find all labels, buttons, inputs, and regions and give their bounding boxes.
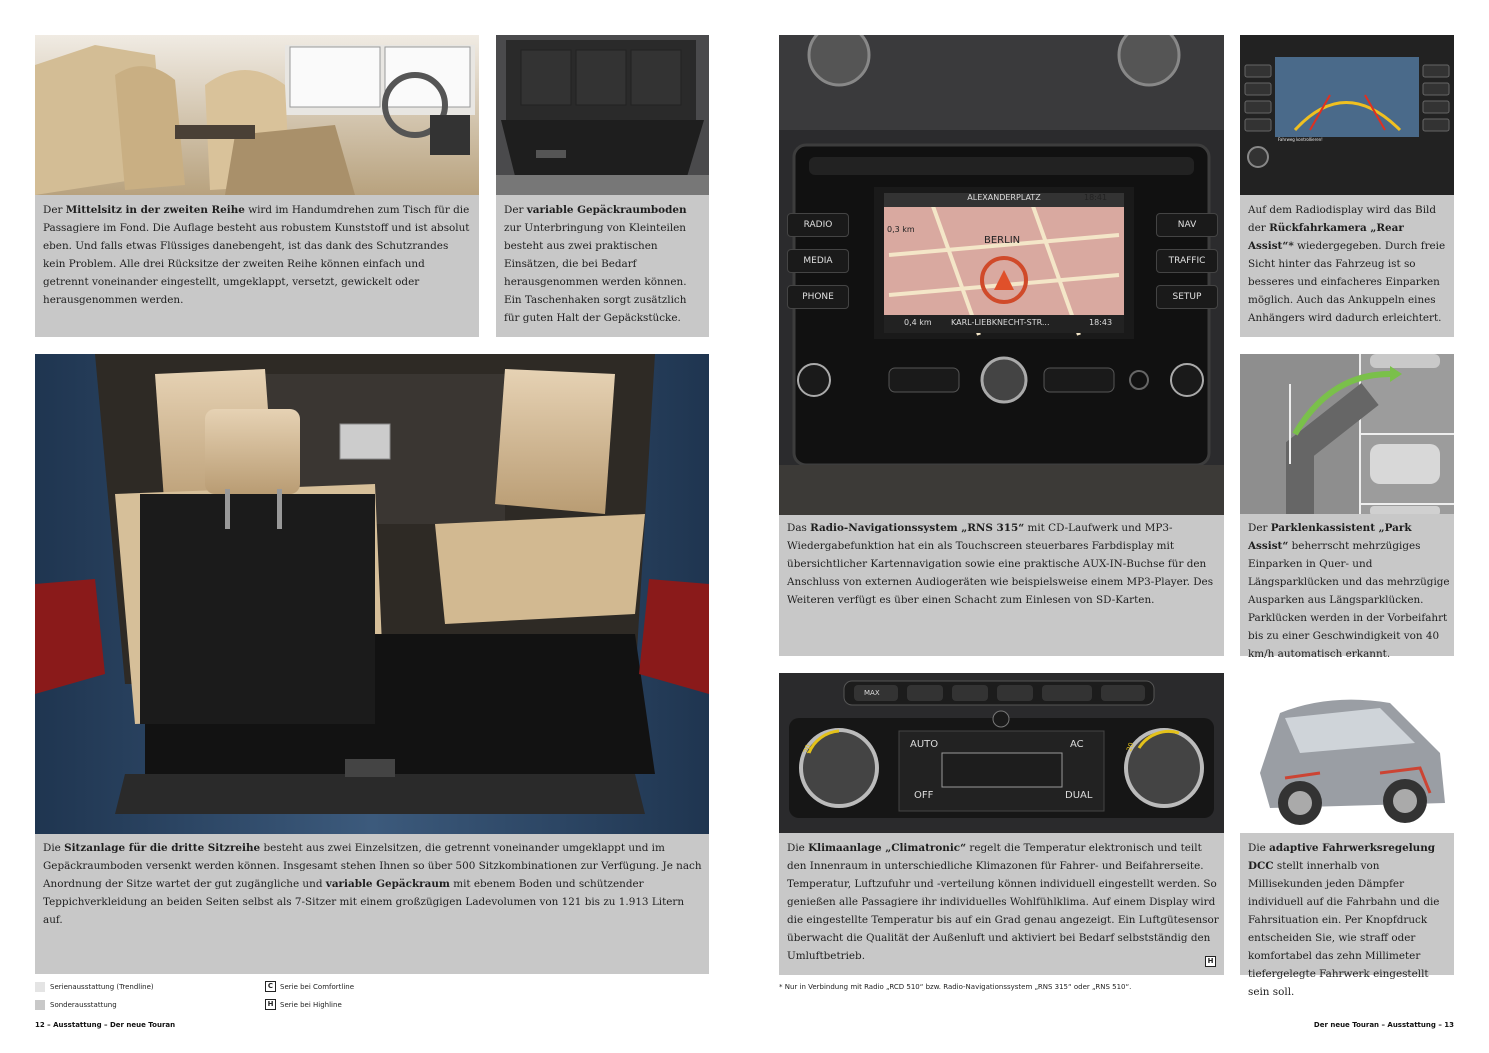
legend-highline-label: Serie bei Highline: [280, 1001, 342, 1009]
radio-unit-image: [779, 35, 1224, 515]
nav-distance-turn: 0,3 km: [887, 225, 915, 234]
media-button[interactable]: MEDIA: [787, 249, 849, 273]
radio-button[interactable]: RADIO: [787, 213, 849, 237]
caption-dcc: Die adaptive Fahrwerksregelung DCC stellt innerhalb von Millisekunden jeden Dämpfer individuell auf die Fahrbahn und die Fahrsituation ein. Per Knopfdruck entscheiden Sie, wie straff oder komfortabel das zehn Millimeter tiefergelegte Fahrwerk eingestellt sein soll.: [1248, 842, 1440, 998]
photo-third-row: [35, 354, 709, 834]
setup-button[interactable]: SETUP: [1156, 285, 1218, 309]
nav-street-top: ALEXANDERPLATZ: [967, 193, 1041, 202]
phone-button[interactable]: PHONE: [787, 285, 849, 309]
page-number-left: 12 – Ausstattung – Der neue Touran: [35, 1021, 176, 1029]
legend-c-mark: C: [265, 981, 276, 992]
legend-special-label: Sonderausstattung: [50, 1001, 117, 1009]
dcc-car-image: [1240, 673, 1454, 833]
nav-time-bottom: 18:43: [1089, 318, 1113, 327]
photo-climatronic: [779, 673, 1224, 833]
photo-park-assist: [1240, 354, 1454, 514]
climate-temp-left: 20: [802, 743, 813, 755]
caption-cargo-floor: Der variable Gepäckraumboden zur Unterbringung von Kleinteilen besteht aus zwei praktischen Einsätzen, die bei Bedarf herausgenommen werden können. Ein Taschenhaken sorgt zusätzlich für guten Halt der Gepäckstücke.: [504, 204, 687, 324]
climate-off-button[interactable]: OFF: [914, 790, 934, 801]
legend-h-mark: H: [265, 999, 276, 1010]
climate-dual-button[interactable]: DUAL: [1065, 790, 1093, 801]
climate-max-label[interactable]: MAX: [864, 689, 880, 697]
nav-street-bottom: KARL-LIEBKNECHT-STR...: [951, 318, 1050, 327]
climate-panel-image: [779, 673, 1224, 833]
climate-auto-button[interactable]: AUTO: [910, 739, 939, 750]
caption-rns315: Das Radio-Navigationssystem „RNS 315“ mit CD-Laufwerk und MP3-Wiedergabefunktion hat ein als Touchscreen steuerbares Farbdisplay mit übersichtlicher Kartennavigation sowie eine praktische AUX-IN-Buchse für den Anschluss von externen Audiogeräten wie beispielsweise einem MP3-Player. Des Weiteren verfügt es über einen Schacht zum Einlesen von SD-Karten.: [787, 522, 1214, 606]
rear-cam-warning: Fahrweg kontrollieren!: [1278, 137, 1323, 142]
photo-cargo-floor: [496, 35, 709, 195]
legend-comfortline-label: Serie bei Comfortline: [280, 983, 355, 991]
climate-ac-button[interactable]: AC: [1070, 739, 1084, 750]
traffic-button[interactable]: TRAFFIC: [1156, 249, 1218, 273]
climatronic-highline-mark: H: [1205, 956, 1216, 967]
caption-middle-seat: Der Mittelsitz in der zweiten Reihe wird im Handumdrehen zum Tisch für die Passagiere im Fond. Die Auflage besteht aus robustem Kunststoff und ist absolut eben. Und falls etwas Flüssiges danebengeht, ist das dank des Schutzrandes kein Problem. Alle drei Rücksitze der zweiten Reihe können einfach und getrennt voneinander eingestellt, umgeklappt, versetzt, gewickelt oder herausgenommen werden.: [43, 204, 470, 306]
photo-middle-seat: [35, 35, 479, 195]
park-assist-image: [1240, 354, 1454, 514]
legend-serial-swatch: [35, 982, 45, 992]
legend-special-swatch: [35, 1000, 45, 1010]
nav-city: BERLIN: [984, 235, 1021, 246]
caption-third-row: Die Sitzanlage für die dritte Sitzreihe besteht aus zwei Einzelsitzen, die getrennt voneinander umgeklappt und im Gepäckraumboden versenkt werden können. Insgesamt stehen Ihnen so über 500 Sitzkombinationen zur Verfügung. Je nach Anordnung der Sitze wartet der gut zugängliche und variable Gepäckraum mit ebenem Boden und schützender Teppichverkleidung an beiden Seiten selbst als 7-Sitzer mit einem großzügigen Ladevolumen von 121 bis zu 1.913 Litern auf.: [43, 842, 702, 926]
caption-rear-assist: Auf dem Radiodisplay wird das Bild der Rückfahrkamera „Rear Assist“* wiedergegeben. Durch freie Sicht hinter das Fahrzeug ist so besseres und einfacheres Einparken möglich. Auch das Ankuppeln eines Anhängers wird dadurch erleichtert.: [1248, 204, 1446, 324]
trunk-image: [35, 354, 709, 834]
page-number-right: Der neue Touran – Ausstattung – 13: [1313, 1021, 1454, 1029]
cargo-floor-image: [496, 35, 709, 195]
caption-climatronic: Die Klimaanlage „Climatronic“ regelt die Temperatur elektronisch und teilt den Innenraum in unterschiedliche Klimazonen für Fahrer- und Beifahrerseite. Temperatur, Luftzufuhr und -verteilung können individuell eingestellt werden. So genießen alle Passagiere ihr individuelles Wohlfühlklima. Auf einem Display wird die eingestellte Temperatur bis auf ein Grad genau angezeigt. Ein Luftgütesensor überwacht die Qualität der Außenluft und aktiviert bei Bedarf selbstständig den Umluftbetrieb.: [787, 842, 1219, 962]
nav-time-top: 18:41: [1084, 193, 1108, 202]
photo-rear-assist: [1240, 35, 1454, 195]
seat-interior-image: [35, 35, 479, 195]
footnote: * Nur in Verbindung mit Radio „RCD 510“ bzw. Radio-Navigationssystem „RNS 315“ oder „RNS 510“.: [779, 983, 1132, 991]
caption-park-assist: Der Parklenkassistent „Park Assist“ beherrscht mehrzügiges Einparken in Quer- und Längsparklücken und das mehrzügige Ausparken aus Längsparklücken. Parklücken werden in der Vorbeifahrt bis zu einer Geschwindigkeit von 40 km/h automatisch erkannt.: [1248, 522, 1450, 660]
rear-camera-image: [1240, 35, 1454, 195]
photo-dcc: [1240, 673, 1454, 833]
nav-button[interactable]: NAV: [1156, 213, 1218, 237]
photo-rns315: [779, 35, 1224, 515]
climate-temp-right: 20: [1125, 741, 1136, 753]
nav-distance-bottom: 0,4 km: [904, 318, 932, 327]
legend-serial-label: Serienausstattung (Trendline): [50, 983, 154, 991]
